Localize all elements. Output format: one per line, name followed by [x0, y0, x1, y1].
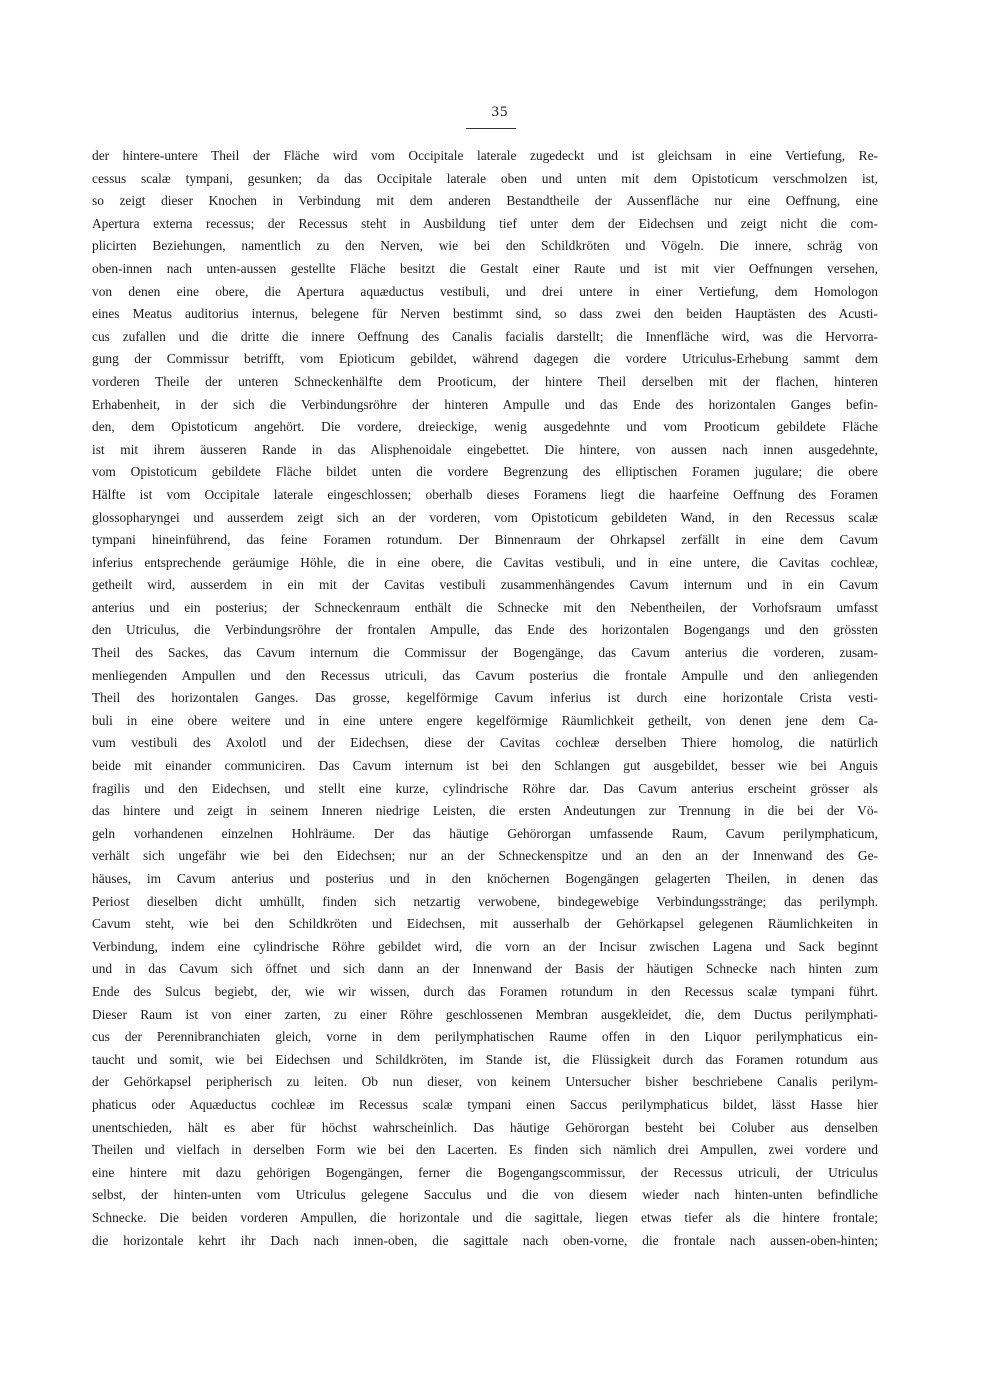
text-line: oben-innen nach unten-aussen gestellte Fläche besitzt die Gestalt einer Raute und ist mit vier Oeffnungen versehen,: [92, 260, 878, 276]
text-line: verhält sich ungefähr wie bei den Eidechsen; nur an der Schneckenspitze und an den an der Innenwand des Ge-: [92, 848, 878, 864]
text-line: die horizontale kehrt ihr Dach nach innen-oben, die sagittale nach oben-vorne, die frontale nach aussen-oben-hinten;: [92, 1232, 878, 1248]
text-line: plicirten Beziehungen, namentlich zu den Nerven, wie bei den Schildkröten und Vögeln. Die innere, schräg von: [92, 238, 878, 254]
text-line: inferius entsprechende geräumige Höhle, die in eine obere, die Cavitas vestibuli, und in eine untere, die Cavitas cochleæ,: [92, 554, 878, 570]
text-line: Hälfte ist vom Occipitale laterale eingeschlossen; oberhalb dieses Foramens liegt die haarfeine Oeffnung des Foramen: [92, 486, 878, 502]
text-line: gung der Commissur betrifft, vom Epioticum gebildet, während dagegen die vordere Utriculus-Erhebung sammt dem: [92, 351, 878, 367]
text-line: taucht und somit, wie bei Eidechsen und Schildkröten, im Stande ist, die Flüssigkeit durch das Foramen rotundum aus: [92, 1051, 878, 1067]
text-line: getheilt wird, ausserdem in ein mit der Cavitas vestibuli zusammenhängendes Cavum internum und in ein Cavum: [92, 577, 878, 593]
page-number: 35: [491, 104, 509, 120]
page-number-rule: [466, 128, 516, 129]
text-line: und in das Cavum sich öffnet und sich dann an der Innenwand der Basis der häutigen Schnecke nach hinten zum: [92, 961, 878, 977]
text-line: den Utriculus, die Verbindungsröhre der frontalen Ampulle, das Ende des horizontalen Bogengangs und den grössten: [92, 622, 878, 638]
text-line: Dieser Raum ist von einer zarten, zu einer Röhre geschlossenen Membran ausgekleidet, die, dem Ductus perilymphati-: [92, 1006, 878, 1022]
text-line: vum vestibuli des Axolotl und der Eidechsen, diese der Cavitas cochleæ derselben Thiere homolog, die natürlich: [92, 735, 878, 751]
text-line: eines Meatus auditorius internus, belegene für Nerven bestimmt sind, so dass zwei den beiden Hauptästen des Acusti-: [92, 306, 878, 322]
text-line: fragilis und den Eidechsen, und stellt eine kurze, cylindrische Röhre dar. Das Cavum anterius erscheint grösser als: [92, 780, 878, 796]
text-line: tympani hineinführend, das feine Foramen rotundum. Der Binnenraum der Ohrkapsel zerfällt in eine dem Cavum: [92, 532, 878, 548]
text-line: den, dem Opistoticum angehört. Die vordere, dreieckige, wenig ausgedehnte und vom Prooticum gebildete Fläche: [92, 419, 878, 435]
text-line: Erhabenheit, in der sich die Verbindungsröhre der hinteren Ampulle und das Ende des horizontalen Ganges befin-: [92, 396, 878, 412]
text-line: cus zufallen und die dritte die innere Oeffnung des Canalis facialis darstellt; die Innenfläche wird, was die Hervorra-: [92, 328, 878, 344]
text-line: Theilen und vielfach in derselben Form wie bei den Lacerten. Es finden sich nämlich drei Ampullen, zwei vordere und: [92, 1142, 878, 1158]
text-line: der Gehörkapsel peripherisch zu leiten. Ob nun dieser, von keinem Untersucher bisher beschriebene Canalis perilym-: [92, 1074, 878, 1090]
text-line: von denen eine obere, die Apertura aquæductus vestibuli, und drei untere in einer Vertiefung, dem Homologon: [92, 283, 878, 299]
text-line: Schnecke. Die beiden vorderen Ampullen, die horizontale und die sagittale, liegen etwas tiefer als die hintere frontale;: [92, 1209, 878, 1225]
text-line: menliegenden Ampullen und den Recessus utriculi, das Cavum posterius die frontale Ampulle und den anliegenden: [92, 667, 878, 683]
text-line: Ende des Sulcus begiebt, der, wie wir wissen, durch das Foramen rotundum in den Recessus scalæ tympani führt.: [92, 983, 878, 999]
text-line: glossopharyngei und ausserdem zeigt sich an der vorderen, vom Opistoticum gebildeten Wand, in den Recessus scalæ: [92, 509, 878, 525]
text-line: eine hintere mit dazu gehörigen Bogengängen, ferner die Bogengangscommissur, der Recessus utriculi, der Utriculus: [92, 1164, 878, 1180]
text-line: Apertura externa recessus; der Recessus steht in Ausbildung tief unter dem der Eidechsen und zeigt nicht die com-: [92, 215, 878, 231]
text-line: Theil des horizontalen Ganges. Das grosse, kegelförmige Cavum inferius ist durch eine horizontale Crista vesti-: [92, 690, 878, 706]
text-line: vorderen Theile der unteren Schneckenhälfte dem Prooticum, der hintere Theil derselben mit der flachen, hinteren: [92, 373, 878, 389]
text-line: Periost dieselben dicht umhüllt, finden sich netzartig verwobene, bindegewebige Verbindungsstränge; das perilymph.: [92, 893, 878, 909]
text-line: vom Opistoticum gebildete Fläche bildet unten die vordere Begrenzung des elliptischen Foramen jugulare; die obere: [92, 464, 878, 480]
text-line: cus der Perennibranchiaten gleich, vorne in dem perilymphatischen Raume offen in den Liquor perilymphaticus ein-: [92, 1029, 878, 1045]
text-line: Verbindung, indem eine cylindrische Röhre gebildet wird, die vorn an der Incisur zwischen Lagena und Sack beginnt: [92, 938, 878, 954]
text-line: der hintere-untere Theil der Fläche wird vom Occipitale laterale zugedeckt und ist gleichsam in eine Vertiefung, Re-: [92, 148, 878, 163]
text-line: phaticus oder Aquæductus cochleæ im Recessus scalæ tympani einen Saccus perilymphaticus bildet, lässt Hasse hier: [92, 1096, 878, 1112]
text-line: das hintere und zeigt in seinem Inneren niedrige Leisten, die ersten Andeutungen zur Trennung in die bei der Vö-: [92, 803, 878, 819]
text-line: Theil des Sackes, das Cavum internum die Commissur der Bogengänge, das Cavum anterius die vorderen, zusam-: [92, 645, 878, 661]
text-line: beide mit einander communiciren. Das Cavum internum ist bei den Schlangen gut ausgebildet, besser wie bei Anguis: [92, 758, 878, 774]
body-text: [92, 145, 878, 1252]
text-line: Cavum steht, wie bei den Schildkröten und Eidechsen, mit ausserhalb der Gehörkapsel gelegenen Räumlichkeiten in: [92, 916, 878, 932]
text-line: buli in eine obere weitere und in eine untere engere kegelförmige Räumlichkeit getheilt, von denen jene dem Ca-: [92, 712, 878, 728]
text-line: so zeigt dieser Knochen in Verbindung mit dem anderen Bestandtheile der Aussenfläche nur eine Oeffnung, eine: [92, 193, 878, 209]
text-line: unentschieden, hält es aber für höchst wahrscheinlich. Das häutige Gehörorgan besteht bei Coluber aus denselben: [92, 1119, 878, 1135]
text-line: selbst, der hinten-unten vom Utriculus gelegene Sacculus und die von diesem wieder nach hinten-unten befindliche: [92, 1187, 878, 1203]
text-line: ist mit ihrem äusseren Rande in das Alisphenoidale eingebettet. Die hintere, von aussen nach innen ausgedehnte,: [92, 441, 878, 457]
text-line: häuses, im Cavum anterius und posterius und in den knöchernen Bogengängen gelagerten Theilen, in denen das: [92, 871, 878, 886]
text-line: geln vorhandenen einzelnen Hohlräume. Der das häutige Gehörorgan umfassende Raum, Cavum perilymphaticum,: [92, 825, 878, 841]
text-line: cessus scalæ tympani, gesunken; da das Occipitale laterale oben und unten mit dem Opistoticum verschmolzen ist,: [92, 170, 878, 186]
text-line: anterius und ein posterius; der Schneckenraum enthält die Schnecke mit den Nebentheilen, der Vorhofsraum umfasst: [92, 599, 878, 615]
